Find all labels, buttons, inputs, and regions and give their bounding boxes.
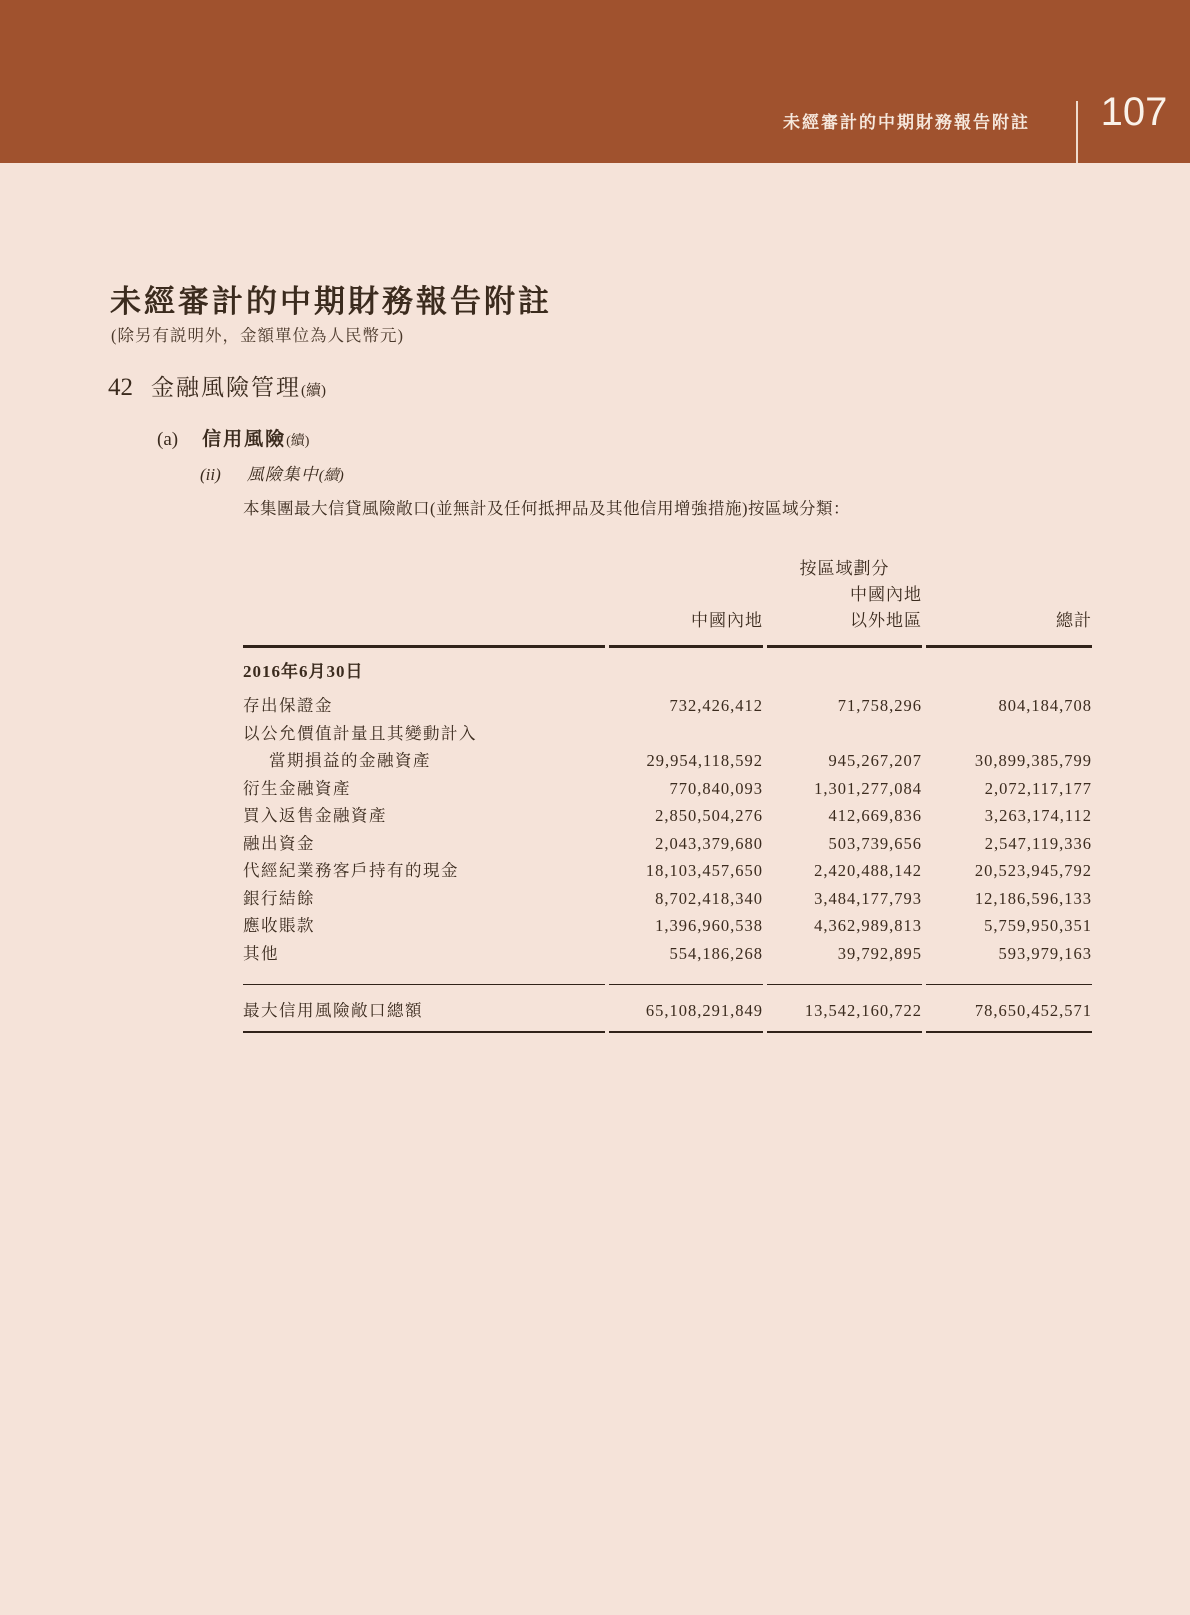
row-value: 2,850,504,276: [655, 806, 763, 825]
subsection-ii-heading: [200, 460, 344, 485]
row-label: 應收賬款: [243, 916, 315, 935]
table-row: [243, 830, 1092, 858]
row-value: 1,301,277,084: [814, 778, 922, 798]
intro-paragraph: 本集團最大信貸風險敞口(並無計及任何抵押品及其他信用增強措施)按區域分類：: [243, 499, 850, 518]
row-value: 29,954,118,592: [646, 751, 763, 770]
table-date-row: [243, 648, 1092, 692]
row-value: 1,396,960,538: [655, 916, 763, 935]
group-header-by-region: 按區域劃分: [799, 559, 890, 578]
row-value: 945,267,207: [828, 751, 922, 770]
total-value-total: 78,650,452,571: [926, 985, 1092, 1033]
document-subtitle: (除另有説明外，金額單位為人民幣元): [111, 326, 404, 345]
section-continued-note: (續): [301, 383, 326, 399]
row-label: 融出資金: [243, 833, 315, 853]
table-row: [243, 940, 1092, 986]
table-row: [243, 802, 1092, 830]
row-value: 804,184,708: [998, 696, 1092, 715]
row-value: 2,072,117,177: [984, 778, 1092, 798]
row-value: 71,758,296: [837, 696, 922, 715]
section-title: 金融風險管理: [151, 375, 301, 400]
table-total-row: [243, 985, 1092, 1033]
row-value: 3,484,177,793: [814, 888, 922, 908]
row-value: 732,426,412: [669, 696, 763, 715]
row-value: [767, 720, 922, 748]
row-value: 770,840,093: [669, 778, 763, 798]
document-title: 未經審計的中期財務報告附註: [110, 284, 552, 319]
row-value: 30,899,385,799: [974, 751, 1092, 770]
table-row: [243, 692, 1092, 720]
row-value: 2,043,379,680: [655, 833, 763, 853]
row-label: 代經紀業務客戶持有的現金: [243, 861, 459, 880]
total-row-label: 最大信用風險敞口總額: [243, 985, 605, 1033]
row-value: 4,362,989,813: [814, 916, 922, 935]
row-label: 當期損益的金融資產: [269, 751, 431, 770]
subsection-a-label: (a): [157, 429, 179, 450]
date-header: 2016年6月30日: [243, 662, 364, 681]
table-body: [243, 692, 1092, 985]
col-header-mainland: 中國內地: [609, 608, 763, 648]
row-value: 3,263,174,112: [984, 806, 1092, 825]
table-subheader-row: [243, 582, 1092, 608]
page-number: 107: [1100, 90, 1168, 134]
table-column-header-row: [243, 608, 1092, 648]
row-label: 買入返售金融資產: [243, 806, 387, 825]
row-value: 412,669,836: [828, 806, 922, 825]
row-value: 12,186,596,133: [974, 888, 1092, 908]
row-value: 593,979,163: [926, 940, 1092, 986]
col-header-outside-line2: 以外地區: [767, 608, 922, 648]
row-label: 衍生金融資產: [243, 778, 351, 798]
row-value: 18,103,457,650: [645, 861, 763, 880]
header-band: [0, 0, 1190, 163]
row-value: 39,792,895: [767, 940, 922, 986]
table-row: [243, 720, 1092, 748]
table-head-section: [243, 556, 1092, 692]
row-value: [609, 720, 763, 748]
row-value: [926, 720, 1092, 748]
row-value: 2,420,488,142: [814, 861, 922, 880]
row-value: 20,523,945,792: [974, 861, 1092, 880]
credit-exposure-table: [239, 556, 1096, 1033]
row-label: 銀行結餘: [243, 888, 315, 908]
row-label: 以公允價值計量且其變動計入: [243, 723, 477, 743]
row-value: 554,186,268: [609, 940, 763, 986]
row-label: 存出保證金: [243, 696, 333, 715]
subsection-ii-label: (ii): [200, 465, 221, 484]
subsection-ii-title: 風險集中: [246, 465, 319, 484]
subsection-ii-continued-note: (續): [318, 468, 344, 484]
row-value: 8,702,418,340: [655, 888, 763, 908]
col-header-total: 總計: [926, 608, 1092, 648]
table-row: [243, 747, 1092, 775]
row-label: 其他: [243, 940, 605, 986]
table-row: [243, 885, 1092, 913]
header-band-title: 未經審計的中期財務報告附註: [783, 113, 1030, 132]
table-row: [243, 775, 1092, 803]
section-number: 42: [108, 374, 133, 401]
subsection-a-continued-note: (續): [286, 434, 310, 449]
subsection-a-title: 信用風險: [202, 429, 287, 450]
subsection-a-heading: [157, 424, 309, 451]
row-value: 2,547,119,336: [984, 833, 1092, 853]
row-value: 503,739,656: [828, 833, 922, 853]
section-42-heading: [108, 369, 326, 402]
row-value: 5,759,950,351: [984, 916, 1092, 935]
total-value-mainland: 65,108,291,849: [609, 985, 763, 1033]
table-row: [243, 912, 1092, 940]
total-value-outside: 13,542,160,722: [767, 985, 922, 1033]
table-group-header-row: [243, 556, 1092, 582]
table-row: [243, 857, 1092, 885]
col-header-outside-line1: 中國內地: [850, 585, 922, 604]
table-total-section: [243, 985, 1092, 1033]
